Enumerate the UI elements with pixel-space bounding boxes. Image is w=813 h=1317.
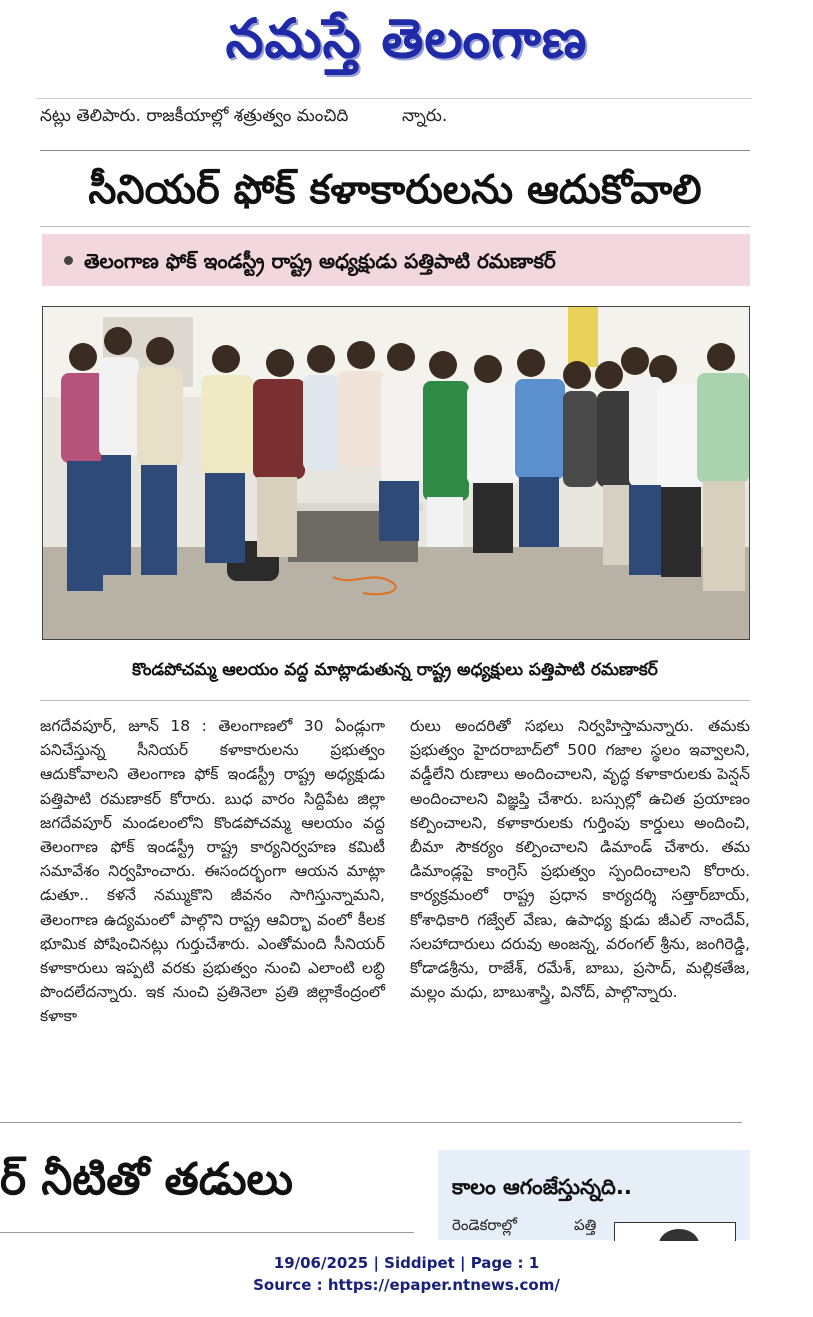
masthead-divider (36, 98, 752, 99)
article-photo (42, 306, 750, 640)
next-article-rule (0, 1232, 414, 1233)
article-body-right: రులు అందరితో సభలు నిర్వహిస్తామన్నారు. తమకు ప్రభుత్వం హైదరాబాద్‌లో 500 గజాల స్థలం ఇవ్వాలని, వడ్డీలేని రుణాలు అందించాలని, వృద్ధ కళాకారులకు పెన్షన్ అందించాలని విజ్ఞప్తి చేశారు. బస్సుల్లో ఉచిత ప్రయాణం కల్పించాలని, కళాకారులకు గుర్తింపు కార్డులు అందించి, బీమా సౌకర్యం కల్పించాలని డిమాండ్ చేశారు. తమ డిమాండ్లపై కాంగ్రెస్ ప్రభుత్వం స్పందించాలని కోరారు. కార్యక్రమంలో రాష్ట్ర ప్రధాన కార్యదర్శి సత్తార్‌బాయ్, కోశాధికారి గజ్వేల్ వేణు, ఉపాధ్య క్షుడు జీఎల్ నాందేవ్, సలహాదారులు దరువు అంజన్న, వరంగల్ శ్రీను, జంగిరెడ్డి, కోడాడశ్రీను, రాజేశ్, రమేశ్, బాబు, ప్రసాద్, మల్లికతేజ, మల్లం మధు, బాబుశాస్త్రి, వినోద్, పాల్గొన్నారు. (410, 717, 750, 1002)
previous-article-fragment-left: నట్లు తెలిపారు. రాజకీయాల్లో శత్రుత్వం మంచిది (40, 106, 349, 126)
article-column-right (410, 714, 750, 1004)
newspaper-logo: నమస్తే తెలంగాణ (225, 7, 588, 70)
sidebar-text: రెండెకరాల్లో (452, 1216, 517, 1234)
sidebar-text-2: పత్తి (574, 1216, 597, 1234)
portrait-icon (659, 1229, 699, 1241)
next-article-headline: ర్ నీటితో తడులు (0, 1154, 293, 1205)
group-photo-illustration (43, 307, 750, 640)
headline-top-rule (40, 150, 750, 151)
article-body-left: జగదేవపూర్, జూన్ 18 : తెలంగాణలో 30 ఏండ్లుగా పనిచేస్తున్న సీనియర్ కళాకారులను ప్రభుత్వం ఆదుకోవాలని తెలంగాణ ఫోక్ ఇండస్ట్రీ రాష్ట్ర అధ్యక్షుడు పత్తిపాటి రమణాకర్ కోరారు. బుధ వారం సిద్దిపేట జిల్లా జగదేవపూర్ మండలంలోని కొండపోచమ్మ ఆలయం వద్ద తెలంగాణ ఫోక్ ఇండస్ట్రీ రాష్ట్ర కార్యనిర్వహణ కమిటీ సమావేశం నిర్వహించారు. ఈసందర్భంగా ఆయన మాట్లా డుతూ.. కళనే నమ్ముకొని జీవనం సాగిస్తున్నామని, తెలంగాణ ఉద్యమంలో పాల్గొని రాష్ట్ర ఆవిర్భా వంలో కీలక భూమిక పోషించినట్లు గుర్తుచేశారు. ఎంతోమంది సీనియర్ కళాకారులు ఇప్పటి వరకు ప్రభుత్వం నుంచి ఎలాంటి లబ్ధి పొందలేదన్నారు. ఇక నుంచి ప్రతినెలా ప్రతి జిల్లాకేంద్రంలో కళాకా (40, 717, 385, 1026)
sidebar-title: కాలం ఆగంజేస్తున్నది.. (452, 1175, 632, 1199)
page-footer (0, 1252, 813, 1296)
article-subheadline: తెలంగాణ ఫోక్ ఇండస్ట్రీ రాష్ట్ర అధ్యక్షుడు పత్తిపాటి రమణాకర్ (84, 249, 556, 273)
footer-date-edition: 19/06/2025 | Siddipet | Page : 1 (273, 1254, 540, 1272)
masthead (0, 0, 813, 92)
photo-caption: కొండపోచమ్మ ఆలయం వద్ద మాట్లాడుతున్న రాష్ట్ర అధ్యక్షులు పత్తిపాటి రమణాకర్ (132, 660, 658, 680)
caption-rule (40, 700, 750, 701)
headline-bottom-rule (40, 226, 750, 227)
sidebar-photo (614, 1222, 736, 1241)
article-headline: సీనియర్ ఫోక్ కళాకారులను ఆదుకోవాలి (88, 167, 702, 213)
bullet-icon (64, 256, 73, 265)
article-bottom-rule (0, 1122, 742, 1123)
footer-source: Source : https://epaper.ntnews.com/ (253, 1276, 560, 1294)
article-column-left (40, 714, 385, 1029)
previous-article-fragment-right: న్నారు. (402, 106, 448, 126)
